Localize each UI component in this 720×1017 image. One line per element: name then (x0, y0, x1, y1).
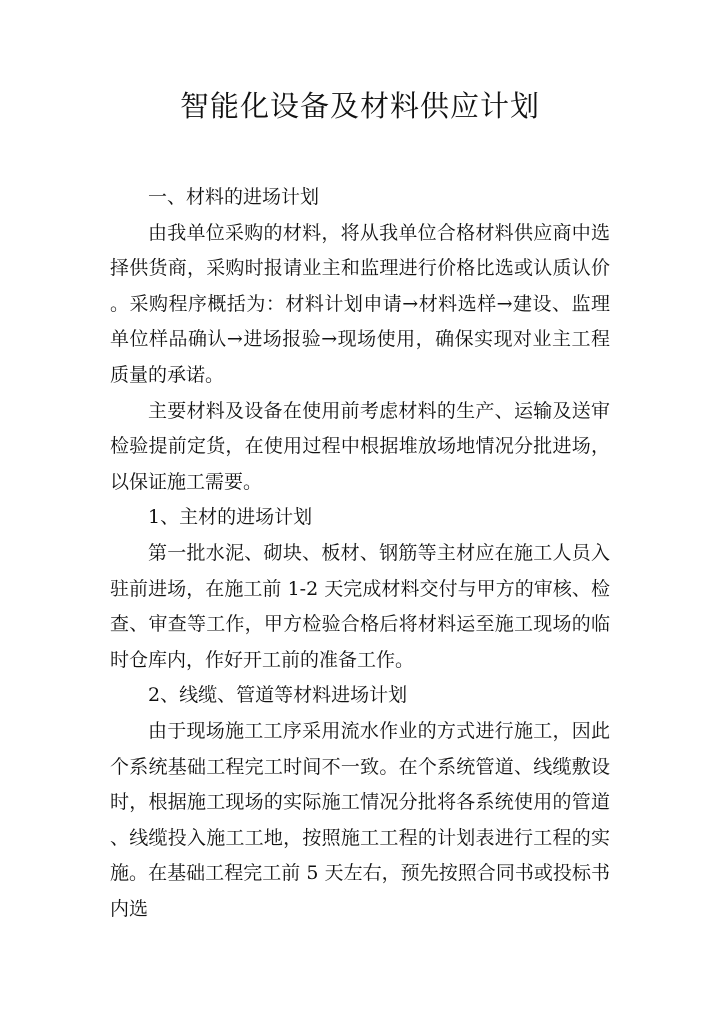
section-heading-main-materials: 1、主材的进场计划 (148, 506, 313, 529)
section-heading-cables-pipes: 2、线缆、管道等材料进场计划 (148, 684, 408, 707)
document-body (110, 180, 610, 927)
document-title: 智能化设备及材料供应计划 (179, 89, 540, 123)
paragraph-flow-construction: 由于现场施工工序采用流水作业的方式进行施工，因此个系统基础工程完工时间不一致。在个系统管道、线缆敷设时，根据施工现场的实际施工情况分批将各系统使用的管道、线缆投入施工工地，按照施工工程的计划表进行工程的实施。在基础工程完工前 5 天左右，预先按照合同书或投标书内选 (110, 719, 610, 920)
section-heading-materials-entry: 一、材料的进场计划 (148, 186, 320, 208)
paragraph-procurement: 由我单位采购的材料，将从我单位合格材料供应商中选择供货商，采购时报请业主和监理进行价格比选或认质认价。采购程序概括为：材料计划申请→材料选样→建设、监理单位样品确认→进场报验→现场使用，确保实现对业主工程质量的承诺。 (110, 221, 610, 386)
paragraph-main-materials: 主要材料及设备在使用前考虑材料的生产、运输及送审检验提前定货，在使用过程中根据堆放场地情况分批进场，以保证施工需要。 (110, 399, 610, 493)
paragraph-first-batch: 第一批水泥、砌块、板材、钢筋等主材应在施工人员入驻前进场，在施工前 1-2 天完成材料交付与甲方的审核、检查、审查等工作，甲方检验合格后将材料运至施工现场的临时仓库内，作好开工前的准备工作。 (110, 541, 610, 671)
